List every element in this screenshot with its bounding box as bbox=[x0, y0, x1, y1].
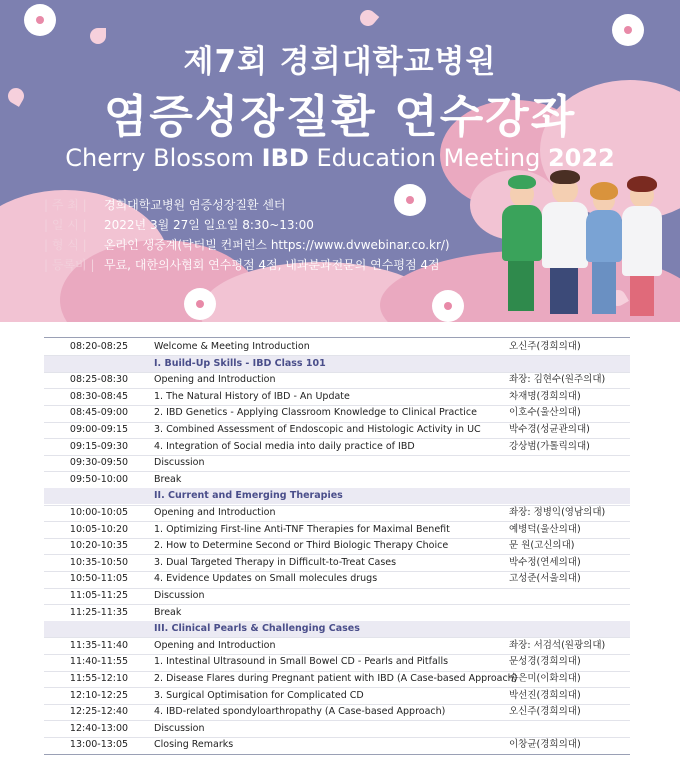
session-time: 09:30-09:50 bbox=[69, 457, 129, 469]
session-speaker: 박수경(성균관의대) bbox=[509, 424, 590, 435]
session-speaker: 좌장: 서검석(원광의대) bbox=[509, 639, 606, 651]
cherry-flower-icon bbox=[24, 4, 56, 36]
doctor-illustration-4 bbox=[620, 176, 664, 320]
session-speaker: 오신주(경희의대) bbox=[509, 706, 581, 718]
session-title: Break bbox=[154, 473, 182, 485]
event-main-title: 염증성장질환 연수강좌 bbox=[103, 90, 577, 143]
session-speaker: 이호수(울산의대) bbox=[509, 407, 581, 419]
session-title: 4. Integration of Social media into daily practice of IBD bbox=[154, 440, 415, 452]
program-section-header bbox=[44, 356, 630, 372]
session-speaker: 좌장: 김현수(원주의대) bbox=[509, 374, 606, 386]
session-time: 10:20-10:35 bbox=[69, 540, 129, 552]
session-time: 10:50-11:05 bbox=[69, 573, 129, 585]
session-time: 09:15-09:30 bbox=[69, 440, 129, 452]
session-title: Discussion bbox=[154, 457, 205, 469]
session-speaker: 오신주(경희의대) bbox=[509, 341, 581, 352]
session-speaker: 박수정(연세의대) bbox=[509, 556, 581, 568]
session-speaker: 송은미(이화의대) bbox=[509, 673, 581, 684]
program-row bbox=[44, 439, 630, 455]
session-speaker: 예병덕(울산의대) bbox=[509, 523, 581, 535]
session-title: 1. Optimizing First-line Anti-TNF Therapies for Maximal Benefit bbox=[154, 523, 450, 535]
session-title: Discussion bbox=[154, 590, 205, 601]
program-row bbox=[44, 555, 630, 571]
info-format: | 형 식 | 온라인 생중계(닥터빌 컨퍼런스 https://www.dvwebinar.co.kr/) bbox=[44, 238, 450, 252]
session-time: 12:25-12:40 bbox=[69, 706, 129, 718]
info-organizer: | 주 최 | 경희대학교병원 염증성장질환 센터 bbox=[44, 198, 286, 212]
table-top-rule bbox=[44, 337, 630, 338]
session-time: 11:25-11:35 bbox=[69, 606, 129, 618]
session-speaker: 강상범(가톨릭의대) bbox=[509, 440, 590, 452]
program-row bbox=[44, 638, 630, 654]
program-row bbox=[44, 422, 630, 438]
session-time: 08:20-08:25 bbox=[69, 341, 129, 352]
session-title: 3. Combined Assessment of Endoscopic and Histologic Activity in UC bbox=[154, 424, 481, 435]
session-time: 11:40-11:55 bbox=[69, 656, 129, 668]
session-title: 2. Disease Flares during Pregnant patient with IBD (A Case-based Approach) bbox=[154, 673, 518, 684]
petal-decoration bbox=[357, 7, 380, 30]
session-title: Discussion bbox=[154, 722, 205, 734]
session-title: Welcome & Meeting Introduction bbox=[154, 341, 310, 352]
program-row bbox=[44, 737, 630, 753]
program-row bbox=[44, 455, 630, 471]
session-title: Opening and Introduction bbox=[154, 374, 276, 386]
cherry-flower-icon bbox=[394, 184, 426, 216]
event-english-title: Cherry Blossom IBD Education Meeting 2022 bbox=[65, 144, 615, 172]
session-time: 09:50-10:00 bbox=[69, 473, 129, 485]
session-speaker: 문 원(고신의대) bbox=[509, 540, 575, 552]
doctor-illustration-3 bbox=[584, 182, 624, 320]
session-title: 1. Intestinal Ultrasound in Small Bowel CD - Pearls and Pitfalls bbox=[154, 656, 449, 668]
session-time: 10:05-10:20 bbox=[69, 523, 129, 535]
section-title: II. Current and Emerging Therapies bbox=[154, 490, 343, 502]
program-row bbox=[44, 505, 630, 521]
program-row bbox=[44, 538, 630, 554]
program-row bbox=[44, 472, 630, 488]
session-speaker: 이창균(경희의대) bbox=[509, 739, 581, 751]
session-time: 08:25-08:30 bbox=[69, 374, 129, 386]
program-row bbox=[44, 405, 630, 421]
session-title: 1. The Natural History of IBD - An Update bbox=[154, 390, 350, 402]
session-time: 11:35-11:40 bbox=[69, 639, 129, 651]
session-title: Opening and Introduction bbox=[154, 507, 276, 518]
session-time: 13:00-13:05 bbox=[69, 739, 129, 751]
session-title: Opening and Introduction bbox=[154, 639, 276, 651]
session-speaker: 고성준(서울의대) bbox=[509, 573, 581, 585]
session-time: 09:00-09:15 bbox=[69, 424, 129, 435]
session-time: 12:10-12:25 bbox=[69, 689, 129, 701]
section-title: III. Clinical Pearls & Challenging Cases bbox=[154, 623, 360, 635]
program-row bbox=[44, 688, 630, 704]
session-speaker: 문성경(경희의대) bbox=[509, 656, 581, 668]
session-title: 2. How to Determine Second or Third Biologic Therapy Choice bbox=[154, 540, 449, 552]
program-section-header bbox=[44, 488, 630, 504]
program-row bbox=[44, 522, 630, 538]
session-time: 08:30-08:45 bbox=[69, 390, 129, 402]
session-time: 10:35-10:50 bbox=[69, 556, 129, 568]
session-speaker: 차재명(경희의대) bbox=[509, 390, 581, 402]
program-row bbox=[44, 721, 630, 737]
program-row bbox=[44, 571, 630, 587]
cherry-flower-icon bbox=[184, 288, 216, 320]
session-time: 12:40-13:00 bbox=[69, 722, 129, 734]
program-row bbox=[44, 588, 630, 604]
session-title: 3. Surgical Optimisation for Complicated CD bbox=[154, 689, 364, 701]
program-row bbox=[44, 389, 630, 405]
session-title: 3. Dual Targeted Therapy in Difficult-to-Treat Cases bbox=[154, 556, 397, 568]
session-time: 08:45-09:00 bbox=[69, 407, 129, 419]
info-date: | 일 시 | 2022년 3월 27일 일요일 8:30~13:00 bbox=[44, 218, 314, 232]
doctor-illustration-2 bbox=[540, 168, 590, 320]
program-row bbox=[44, 704, 630, 720]
header-banner bbox=[0, 0, 680, 322]
section-title: I. Build-Up Skills - IBD Class 101 bbox=[154, 357, 326, 369]
session-title: 4. IBD-related spondyloarthropathy (A Case-based Approach) bbox=[154, 706, 446, 718]
info-fee: | 등록비 | 무료, 대한의사협회 연수평점 4점, 내과분과전문의 연수평점 4점 bbox=[44, 258, 440, 272]
program-row bbox=[44, 605, 630, 621]
program-row bbox=[44, 654, 630, 670]
session-speaker: 박선진(경희의대) bbox=[509, 689, 581, 701]
program-row bbox=[44, 671, 630, 687]
session-time: 11:55-12:10 bbox=[69, 673, 129, 684]
session-title: 2. IBD Genetics - Applying Classroom Knowledge to Clinical Practice bbox=[154, 407, 477, 419]
cherry-flower-icon bbox=[432, 290, 464, 322]
session-title: Closing Remarks bbox=[154, 739, 234, 751]
session-time: 11:05-11:25 bbox=[69, 590, 129, 601]
event-edition-title: 제7회 경희대학교병원 bbox=[183, 44, 497, 80]
session-title: Break bbox=[154, 606, 182, 618]
program-row bbox=[44, 372, 630, 388]
session-title: 4. Evidence Updates on Small molecules drugs bbox=[154, 573, 378, 585]
program-row bbox=[44, 339, 630, 355]
program-section-header bbox=[44, 621, 630, 637]
table-bottom-rule bbox=[44, 754, 630, 755]
doctor-illustration-1 bbox=[500, 175, 544, 320]
session-speaker: 좌장: 정병익(영남의대) bbox=[509, 507, 606, 518]
session-time: 10:00-10:05 bbox=[69, 507, 129, 518]
